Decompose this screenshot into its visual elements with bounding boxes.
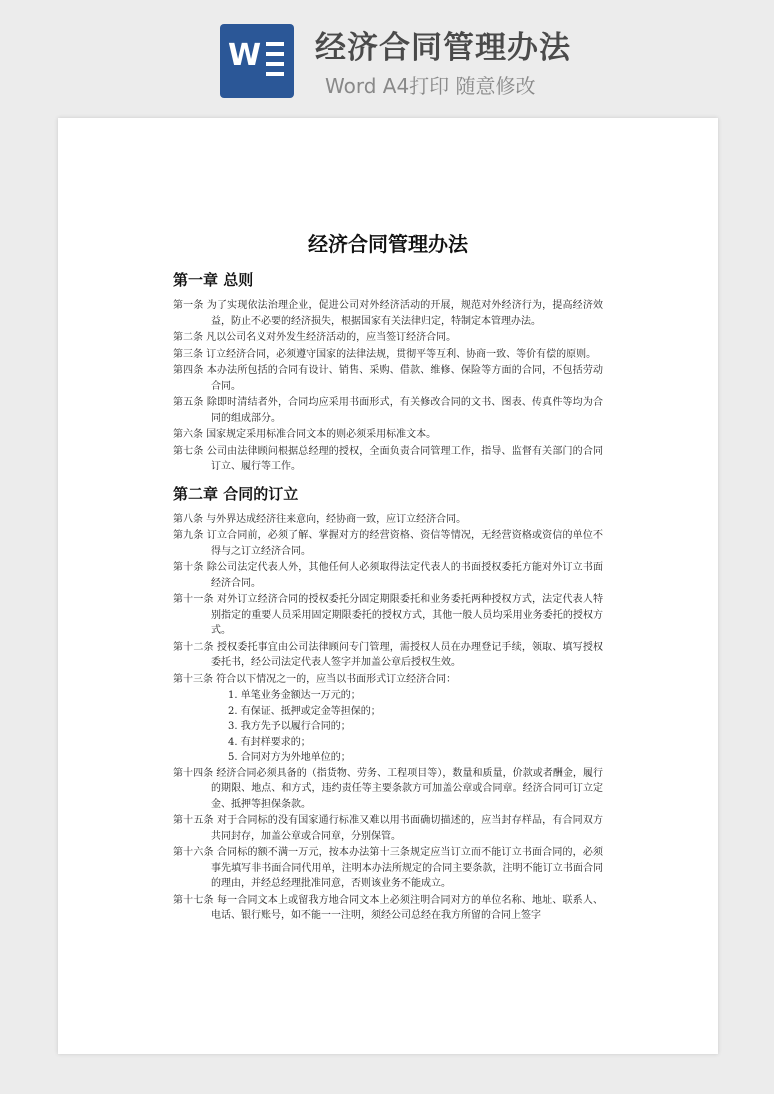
document-title: 经济合同管理办法 bbox=[308, 232, 468, 256]
article: 第十五条 对于合同标的没有国家通行标准又难以用书面确切描述的，应当封存样品，有合同双方共同封存，加盖公章或合同章，分别保管。 bbox=[173, 815, 603, 842]
article: 第十七条 每一合同文本上或留我方地合同文本上必须注明合同对方的单位名称、地址、联系人、电话、银行账号，如不能一一注明，须经公司总经在我方所留的合同上签字 bbox=[173, 894, 603, 921]
article: 第七条 公司由法律顾问根据总经理的授权，全面负责合同管理工作，指导、监督有关部门的合同订立、履行等工作。 bbox=[173, 445, 603, 472]
list-item: 2. 有保证、抵押或定金等担保的； bbox=[228, 705, 381, 717]
document-body bbox=[173, 228, 603, 925]
article: 第四条 本办法所包括的合同有设计、销售、采购、借款、维修、保险等方面的合同，不包括劳动合同。 bbox=[173, 365, 603, 392]
document-page bbox=[58, 118, 718, 1054]
article: 第八条 与外界达成经济往来意向，经协商一致，应订立经济合同。 bbox=[173, 513, 467, 525]
article: 第六条 国家规定采用标准合同文本的则必须采用标准文本。 bbox=[173, 429, 437, 440]
article: 第三条 订立经济合同，必须遵守国家的法律法规，贯彻平等互利、协商一致、等价有偿的原则。 bbox=[173, 348, 597, 360]
article: 第十条 除公司法定代表人外，其他任何人必须取得法定代表人的书面授权委托方能对外订立书面经济合同。 bbox=[173, 562, 603, 589]
article: 第十一条 对外订立经济合同的授权委托分固定期限委托和业务委托两种授权方式，法定代表人特别指定的重要人员采用固定期限委托的授权方式，其他一般人员均采用业务委托的授权方式。 bbox=[173, 594, 603, 636]
article: 第九条 订立合同前，必须了解、掌握对方的经营资格、资信等情况，无经营资格或资信的单位不得与之订立经济合同。 bbox=[173, 530, 603, 557]
article: 第十六条 合同标的额不满一万元，按本办法第十三条规定应当订立而不能订立书面合同的，必须事先填写非书面合同代用单，注明本办法所规定的合同主要条款，注明不能订立书面合同的理由，并经总经理批准同意，否则该业务不能成立。 bbox=[173, 847, 603, 889]
word-document-icon bbox=[220, 24, 294, 98]
chapter-heading: 第二章 合同的订立 bbox=[173, 484, 299, 503]
banner-title: 经济合同管理办法 bbox=[315, 30, 571, 66]
list-item: 3. 我方先予以履行合同的； bbox=[228, 721, 351, 732]
list-item: 4. 有封样要求的； bbox=[228, 736, 311, 748]
article: 第十三条 符合以下情况之一的，应当以书面形式订立经济合同： bbox=[173, 673, 457, 685]
banner bbox=[0, 0, 774, 118]
word-icon-letter: W bbox=[228, 38, 262, 73]
list-item: 5. 合同对方为外地单位的； bbox=[228, 752, 351, 763]
article: 第一条 为了实现依法治理企业，促进公司对外经济活动的开展，规范对外经济行为，提高经济效益，防止不必要的经济损失，根据国家有关法律归定，特制定本管理办法。 bbox=[173, 300, 603, 327]
list-item: 1. 单笔业务金额达一万元的； bbox=[228, 690, 361, 701]
article: 第二条 凡以公司名义对外发生经济活动的，应当签订经济合同。 bbox=[173, 332, 457, 343]
article: 第五条 除即时清结者外，合同均应采用书面形式，有关修改合同的文书、图表、传真件等均为合同的组成部分。 bbox=[173, 397, 603, 424]
word-icon-lines bbox=[266, 42, 284, 82]
chapter-heading: 第一章 总则 bbox=[173, 271, 254, 289]
banner-subtitle: Word A4打印 随意修改 bbox=[325, 74, 536, 98]
article: 第十四条 经济合同必须具备的（指货物、劳务、工程项目等），数量和质量，价款或者酬金，履行的期限、地点、和方式，违约责任等主要条款方可加盖公章或合同章。经济合同可订立定金、抵押等担保条款。 bbox=[173, 767, 603, 810]
article: 第十二条 授权委托事宜由公司法律顾问专门管理，需授权人员在办理登记手续，领取、填写授权委托书，经公司法定代表人签字并加盖公章后授权生效。 bbox=[173, 641, 603, 668]
